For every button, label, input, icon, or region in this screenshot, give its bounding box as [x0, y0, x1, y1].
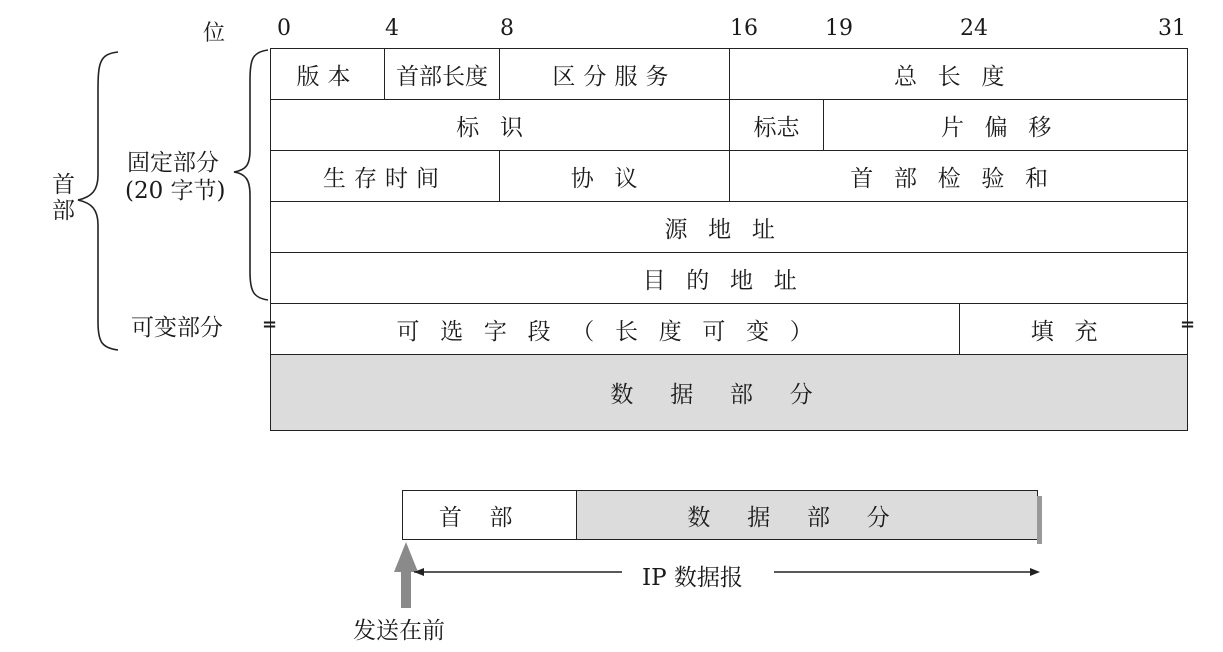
- datagram-bar: [402, 490, 1038, 540]
- datagram-label: IP 数据报: [636, 559, 749, 592]
- length-arrow-right: [1030, 568, 1040, 576]
- datagram-header: 首部: [438, 504, 541, 531]
- field-identification: 标识: [456, 114, 544, 141]
- fixed-part-brace: [234, 50, 268, 300]
- fixed-part-label: 固定部分: [127, 150, 219, 176]
- bit-8: 8: [500, 16, 514, 41]
- bit-31: 31: [1158, 16, 1186, 41]
- variable-part-label: 可变部分: [131, 315, 223, 341]
- field-diff-services: 区分服务: [499, 49, 729, 99]
- field-data: 数据部分: [610, 382, 850, 408]
- bit-16: 16: [730, 16, 758, 41]
- field-version: 版本: [296, 63, 359, 90]
- field-source-address: 源地址: [664, 216, 796, 243]
- bit-0: 0: [277, 16, 291, 41]
- ip-header-table: [270, 48, 1188, 431]
- field-header-length: 首部长度: [384, 49, 499, 99]
- left-break-mark: =: [262, 314, 278, 335]
- right-break-mark: =: [1180, 314, 1196, 335]
- bit-label: 位: [203, 21, 226, 46]
- field-padding: 填充: [959, 304, 1189, 354]
- header-row-5: [270, 252, 1188, 304]
- datagram-data: 数据部分: [576, 491, 1037, 539]
- field-fragment-offset: 片偏移: [823, 100, 1189, 150]
- field-flags: 标志: [729, 100, 823, 150]
- fixed-part-size: (20 字节): [125, 178, 226, 204]
- send-first-label: 发送在前: [353, 618, 445, 644]
- header-row-3: [270, 150, 1188, 202]
- header-row-6: [270, 303, 1188, 355]
- field-options: 可选字段（长度可变）: [396, 318, 834, 345]
- header-row-2: [270, 99, 1188, 151]
- bit-19: 19: [825, 16, 853, 41]
- datagram-shadow: [1037, 496, 1042, 544]
- data-part-row: [270, 354, 1188, 431]
- bit-4: 4: [385, 16, 399, 41]
- header-row-4: [270, 201, 1188, 253]
- field-header-checksum: 首部检验和: [729, 151, 1189, 201]
- field-ttl: 生存时间: [322, 165, 448, 192]
- field-total-length: 总长度: [729, 49, 1189, 99]
- header-label: 首部: [52, 172, 75, 224]
- field-protocol: 协议: [499, 151, 729, 201]
- send-first-arrow: [394, 542, 418, 608]
- bit-24: 24: [960, 16, 988, 41]
- header-row-1: [270, 48, 1188, 100]
- header-brace: [78, 52, 118, 350]
- field-destination-address: 目的地址: [642, 267, 818, 294]
